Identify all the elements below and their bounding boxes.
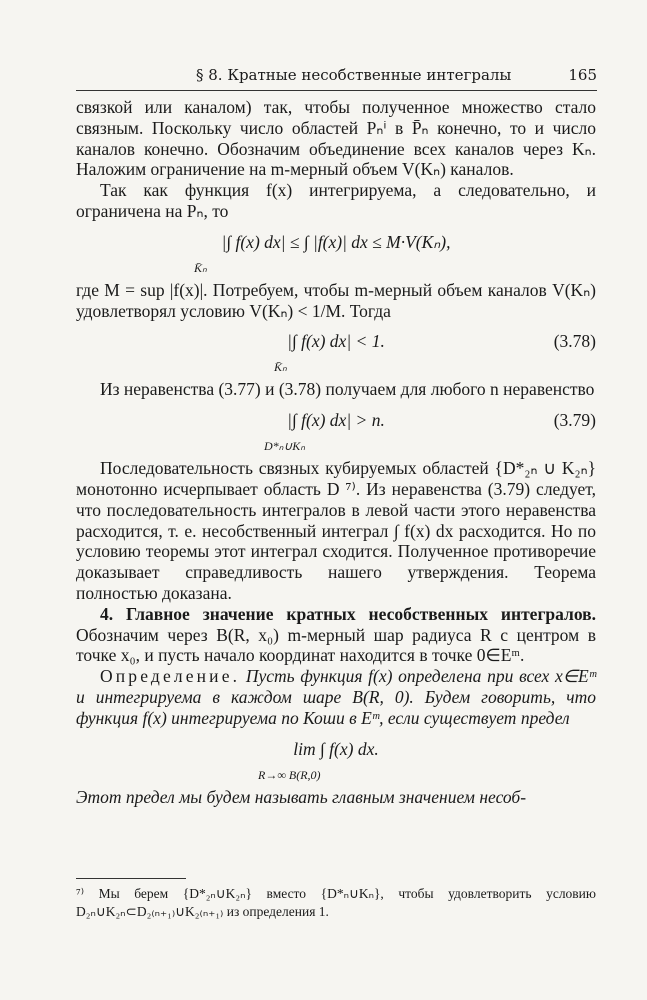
paragraph: Так как функция f(x) интегрируема, а следовательно, и ограничена на Pₙ, то xyxy=(76,180,596,221)
paragraph: где M = sup |f(x)|. Потребуем, чтобы m-мерный объем каналов V(Kₙ) удовлетворял условию V(Kₙ) < 1/M. Тогда xyxy=(76,279,596,321)
definition-paragraph xyxy=(76,666,596,728)
definition-label: Определение. xyxy=(100,666,241,687)
definition-text: Пусть функция f(x) определена при всех x∈Eᵐ и интегрируема в каждом шаре B(R, 0). Будем говорить, что функция f(x) интегрируема по Коши в Eᵐ, если существует предел xyxy=(76,666,597,728)
equation-subscript: D*ₙ∪Kₙ xyxy=(264,439,306,454)
section-paragraph xyxy=(76,604,596,666)
running-header xyxy=(76,66,597,91)
equation-formula: |∫ f(x) dx| < 1. xyxy=(287,331,385,352)
equation xyxy=(76,400,596,458)
paragraph: связкой или каналом) так, чтобы полученное множество стало связным. Поскольку число областей Pₙⁱ в P̄ₙ конечно, то и число каналов конечно. Обозначим объединение всех каналов через Kₙ. Наложим ограничение на m-мерный объем V(Kₙ) каналов. xyxy=(76,97,596,180)
equation-formula: |∫ f(x) dx| ≤ ∫ |f(x)| dx ≤ M·V(Kₙ), xyxy=(221,231,451,252)
footnote-rule xyxy=(76,878,186,879)
equation-subscript: K̄ₙ xyxy=(274,360,287,375)
equation-number: (3.79) xyxy=(553,410,596,431)
equation xyxy=(76,222,596,280)
equation-formula: |∫ f(x) dx| > n. xyxy=(287,410,385,431)
page-number: 165 xyxy=(568,66,597,84)
paragraph: Последовательность связных кубируемых областей {D*₂ₙ ∪ K₂ₙ} монотонно исчерпывает область D ⁷⁾. Из неравенства (3.79) следует, что последовательность интегралов в левой части этого неравенства расходится, т. е. несобственный интеграл ∫ f(x) dx расходится. Но по условию теоремы этот интеграл сходится. Полученное противоречие доказывает справедливость нашего утверждения. Теорема полностью доказана. xyxy=(76,458,596,603)
equation-subscript: K̄ₙ xyxy=(194,260,207,275)
equation xyxy=(76,321,596,379)
equation-formula: lim ∫ f(x) dx. xyxy=(293,738,379,759)
header-title: § 8. Кратные несобственные интегралы xyxy=(196,66,512,84)
footnote-text: ⁷⁾ Мы берем {D*₂ₙ∪K₂ₙ} вместо {D*ₙ∪Kₙ}, чтобы удовлетворить условию D₂ₙ∪K₂ₙ⊂D₂₍ₙ₊₁₎∪K₂₍ₙ₊₁₎ из определения 1. xyxy=(76,886,596,919)
page-body xyxy=(76,97,596,807)
equation-subscript: R→∞ B(R,0) xyxy=(258,767,321,782)
paragraph: Этот предел мы будем называть главным значением несоб- xyxy=(76,786,527,807)
footnote xyxy=(76,878,596,921)
section-text: Обозначим через B(R, x₀) m-мерный шар радиуса R с центром в точке x₀, и пусть начало координат находится в точке 0∈Eᵐ. xyxy=(76,624,596,666)
paragraph: Из неравенства (3.77) и (3.78) получаем для любого n неравенство xyxy=(100,379,595,400)
section-heading: 4. Главное значение кратных несобственных интегралов. xyxy=(100,603,596,624)
equation xyxy=(76,729,596,787)
equation-number: (3.78) xyxy=(553,331,596,352)
